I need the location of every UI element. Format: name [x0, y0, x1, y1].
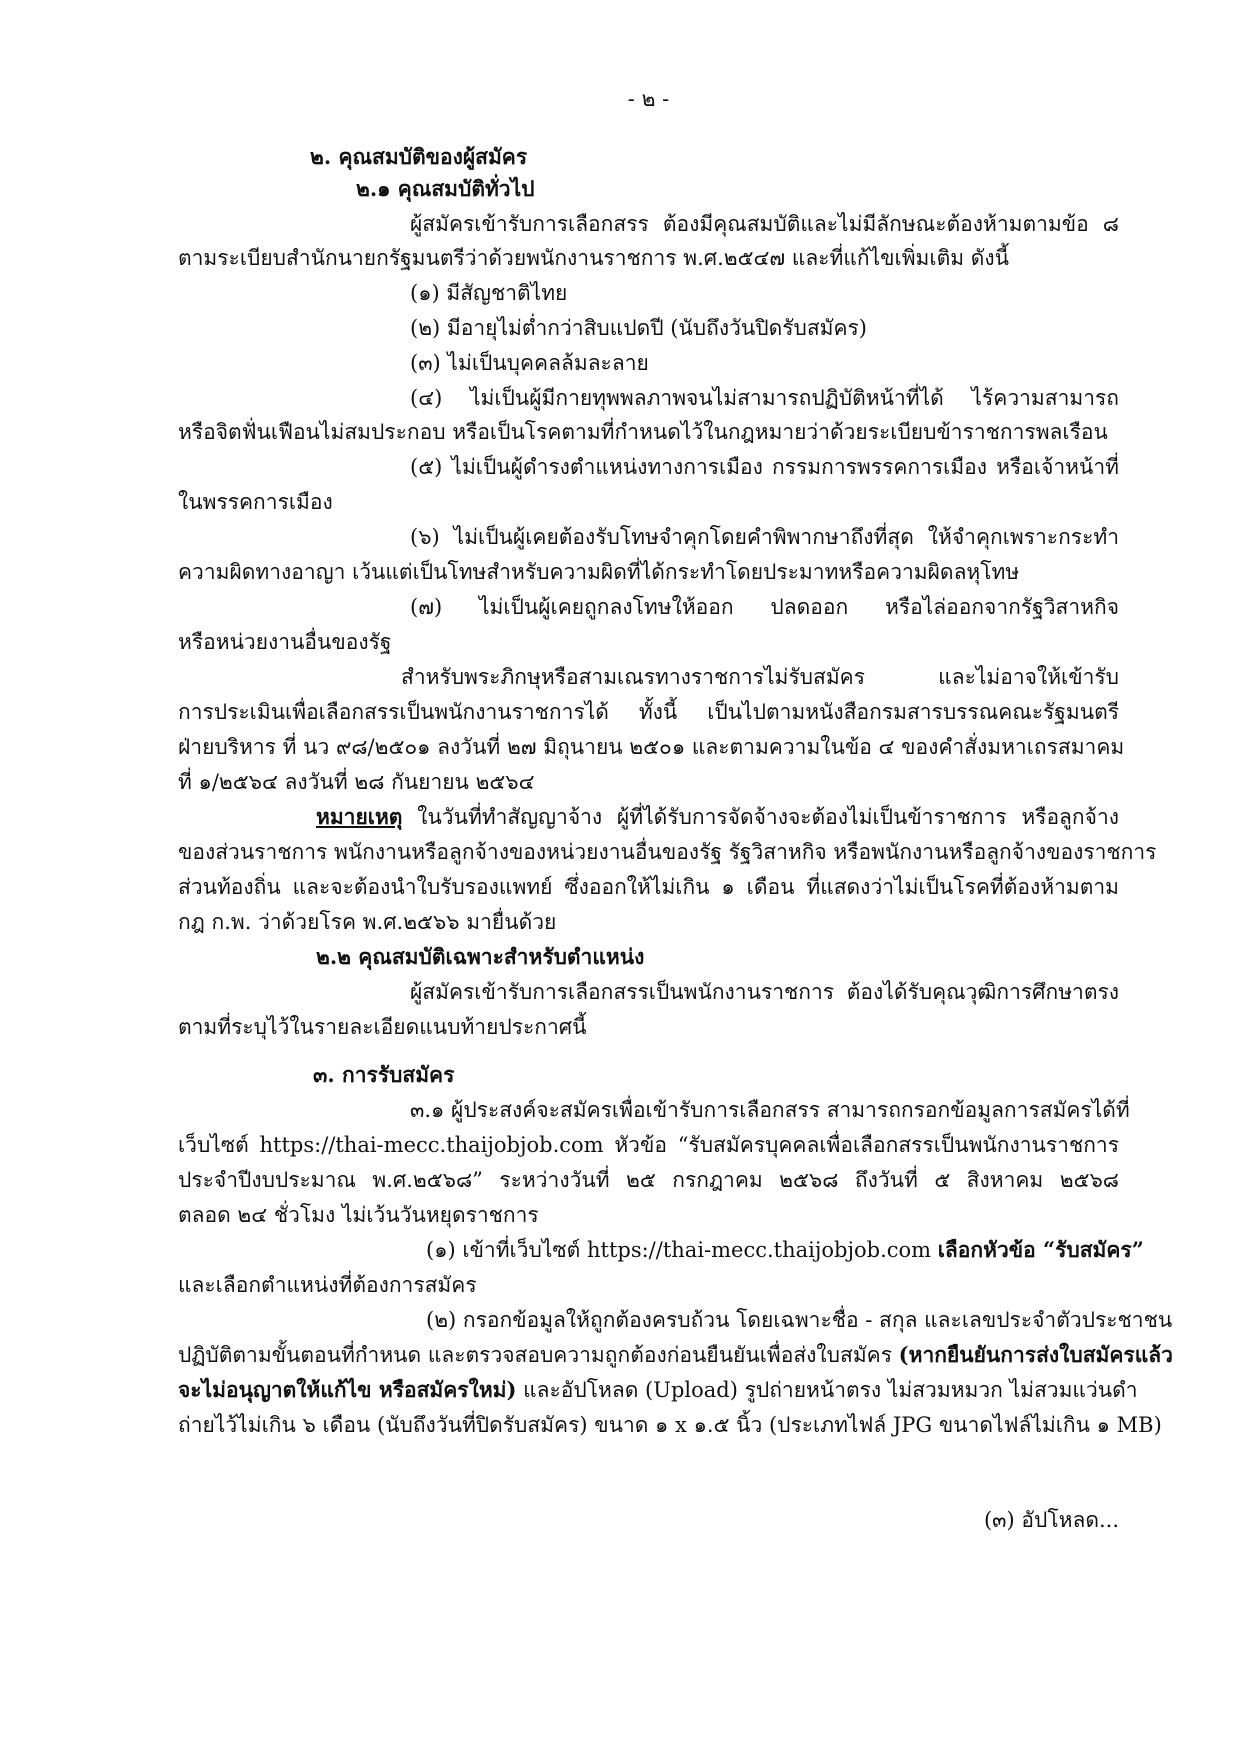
- qualification-item-4-line1: (๔) ไม่เป็นผู้มีกายทุพพลภาพจนไม่สามารถปฏิบัติหน้าที่ได้ ไร้ความสามารถ: [410, 386, 1119, 410]
- monk-paragraph-line3: ฝ่ายบริหาร ที่ นว ๙๘/๒๕๐๑ ลงวันที่ ๒๗ มิถุนายน ๒๕๐๑ และตามความในข้อ ๔ ของคำสั่งมหาเถรสมาคม: [178, 735, 1125, 759]
- section-3-1-line4: ตลอด ๒๔ ชั่วโมง ไม่เว้นวันหยุดราชการ: [178, 1203, 539, 1227]
- qualification-item-4-line2: หรือจิตฟั่นเฟือนไม่สมประกอบ หรือเป็นโรคตามที่กำหนดไว้ในกฎหมายว่าด้วยระเบียบข้าราชการพลเรือน: [178, 420, 1108, 444]
- qualification-item-5-line1: (๕) ไม่เป็นผู้ดำรงตำแหน่งทางการเมือง กรรมการพรรคการเมือง หรือเจ้าหน้าที่: [410, 455, 1119, 479]
- step-2-line3-bold: จะไม่อนุญาตให้แก้ไข หรือสมัครใหม่): [178, 1377, 517, 1402]
- step-1-line2: และเลือกตำแหน่งที่ต้องการสมัคร: [178, 1273, 477, 1297]
- step-1-text: (๑) เข้าที่เว็บไซต์ https://thai-mecc.thaijobjob.com: [426, 1238, 938, 1262]
- page-number: - ๒ -: [627, 87, 670, 111]
- step-2-line2: [178, 1338, 1173, 1372]
- monk-paragraph-line4: ที่ ๑/๒๕๖๔ ลงวันที่ ๒๘ กันยายน ๒๕๖๔: [178, 770, 535, 794]
- step-2-line4: ถ่ายไว้ไม่เกิน ๖ เดือน (นับถึงวันที่ปิดรับสมัคร) ขนาด ๑ x ๑.๕ นิ้ว (ประเภทไฟล์ JPG ขนาดไฟล์ไม่เกิน ๑ MB): [178, 1413, 1162, 1437]
- section-2-heading: ๒. คุณสมบัติของผู้สมัคร: [310, 144, 528, 169]
- qualification-item-2: (๒) มีอายุไม่ต่ำกว่าสิบแปดปี (นับถึงวันปิดรับสมัคร): [410, 316, 867, 340]
- section-3-heading: ๓. การรับสมัคร: [313, 1062, 455, 1087]
- step-2-line3: [178, 1373, 1138, 1407]
- section-3-1-line3: ประจำปีงบประมาณ พ.ศ.๒๕๖๘” ระหว่างวันที่ ๒๕ กรกฎาคม ๒๕๖๘ ถึงวันที่ ๕ สิงหาคม ๒๕๖๘: [178, 1168, 1119, 1192]
- section-2-1-heading: ๒.๑ คุณสมบัติทั่วไป: [356, 176, 535, 201]
- qualification-item-7-line2: หรือหน่วยงานอื่นของรัฐ: [178, 630, 392, 654]
- step-1-line1: [178, 1233, 1144, 1267]
- section-3-1-line1: ๓.๑ ผู้ประสงค์จะสมัครเพื่อเข้ารับการเลือกสรร สามารถกรอกข้อมูลการสมัครได้ที่: [410, 1098, 1130, 1122]
- step-2-line3-text: และอัปโหลด (Upload) รูปถ่ายหน้าตรง ไม่สวมหมวก ไม่สวมแว่นดำ: [516, 1378, 1138, 1402]
- section-3-1-line2: เว็บไซต์ https://thai-mecc.thaijobjob.com หัวข้อ “รับสมัครบุคคลเพื่อเลือกสรรเป็นพนักงานราชการ: [178, 1133, 1119, 1157]
- step-2-line1: (๒) กรอกข้อมูลให้ถูกต้องครบถ้วน โดยเฉพาะชื่อ - สกุล และเลขประจำตัวประชาชน: [426, 1308, 1173, 1332]
- continuation-text: (๓) อัปโหลด...: [983, 1508, 1119, 1532]
- qualification-item-5-line2: ในพรรคการเมือง: [178, 490, 333, 514]
- section-2-2-line2: ตามที่ระบุไว้ในรายละเอียดแนบท้ายประกาศนี้: [178, 1015, 587, 1039]
- qualification-item-6-line2: ความผิดทางอาญา เว้นแต่เป็นโทษสำหรับความผิดที่ได้กระทำโดยประมาทหรือความผิดลหุโทษ: [178, 560, 1020, 584]
- note-line3: ส่วนท้องถิ่น และจะต้องนำใบรับรองแพทย์ ซึ่งออกให้ไม่เกิน ๑ เดือน ที่แสดงว่าไม่เป็นโรคที่ต้องห้ามตาม: [178, 875, 1119, 899]
- qualification-item-7-line1: (๗) ไม่เป็นผู้เคยถูกลงโทษให้ออก ปลดออก หรือไล่ออกจากรัฐวิสาหกิจ: [410, 595, 1119, 619]
- qualification-item-3: (๓) ไม่เป็นบุคคลล้มละลาย: [410, 351, 649, 375]
- section-2-1-intro-line2: ตามระเบียบสำนักนายกรัฐมนตรีว่าด้วยพนักงานราชการ พ.ศ.๒๕๔๗ และที่แก้ไขเพิ่มเติม ดังนี้: [178, 246, 1009, 270]
- note-line2: ของส่วนราชการ พนักงานหรือลูกจ้างของหน่วยงานอื่นของรัฐ รัฐวิสาหกิจ หรือพนักงานหรือลูกจ้างของราชการ: [178, 840, 1157, 864]
- monk-paragraph-line1: สำหรับพระภิกษุหรือสามเณรทางราชการไม่รับสมัคร และไม่อาจให้เข้ารับ: [401, 665, 1119, 689]
- section-2-2-heading: ๒.๒ คุณสมบัติเฉพาะสำหรับตำแหน่ง: [316, 944, 645, 969]
- note-line1-text: ในวันที่ทำสัญญาจ้าง ผู้ที่ได้รับการจัดจ้างจะต้องไม่เป็นข้าราชการ หรือลูกจ้าง: [402, 805, 1119, 829]
- note-line1: [178, 800, 1119, 834]
- step-2-line2-bold: (หากยืนยันการส่งใบสมัครแล้ว: [898, 1342, 1173, 1367]
- step-2-line2-text: ปฏิบัติตามขั้นตอนที่กำหนด และตรวจสอบความถูกต้องก่อนยืนยันเพื่อส่งใบสมัคร: [178, 1343, 899, 1367]
- qualification-item-6-line1: (๖) ไม่เป็นผู้เคยต้องรับโทษจำคุกโดยคำพิพากษาถึงที่สุด ให้จำคุกเพราะกระทำ: [410, 525, 1119, 549]
- monk-paragraph-line2: การประเมินเพื่อเลือกสรรเป็นพนักงานราชการได้ ทั้งนี้ เป็นไปตามหนังสือกรมสารบรรณคณะรัฐมนตรี: [178, 700, 1119, 724]
- qualification-item-1: (๑) มีสัญชาติไทย: [410, 281, 568, 305]
- section-2-2-line1: ผู้สมัครเข้ารับการเลือกสรรเป็นพนักงานราชการ ต้องได้รับคุณวุฒิการศึกษาตรง: [410, 980, 1119, 1004]
- step-1-bold-text: เลือกหัวข้อ “รับสมัคร”: [937, 1237, 1144, 1262]
- note-line4: กฎ ก.พ. ว่าด้วยโรค พ.ศ.๒๕๖๖ มายื่นด้วย: [178, 910, 557, 934]
- note-label: หมายเหตุ: [316, 804, 403, 829]
- section-2-1-intro-line1: ผู้สมัครเข้ารับการเลือกสรร ต้องมีคุณสมบัติและไม่มีลักษณะต้องห้ามตามข้อ ๘: [410, 212, 1119, 236]
